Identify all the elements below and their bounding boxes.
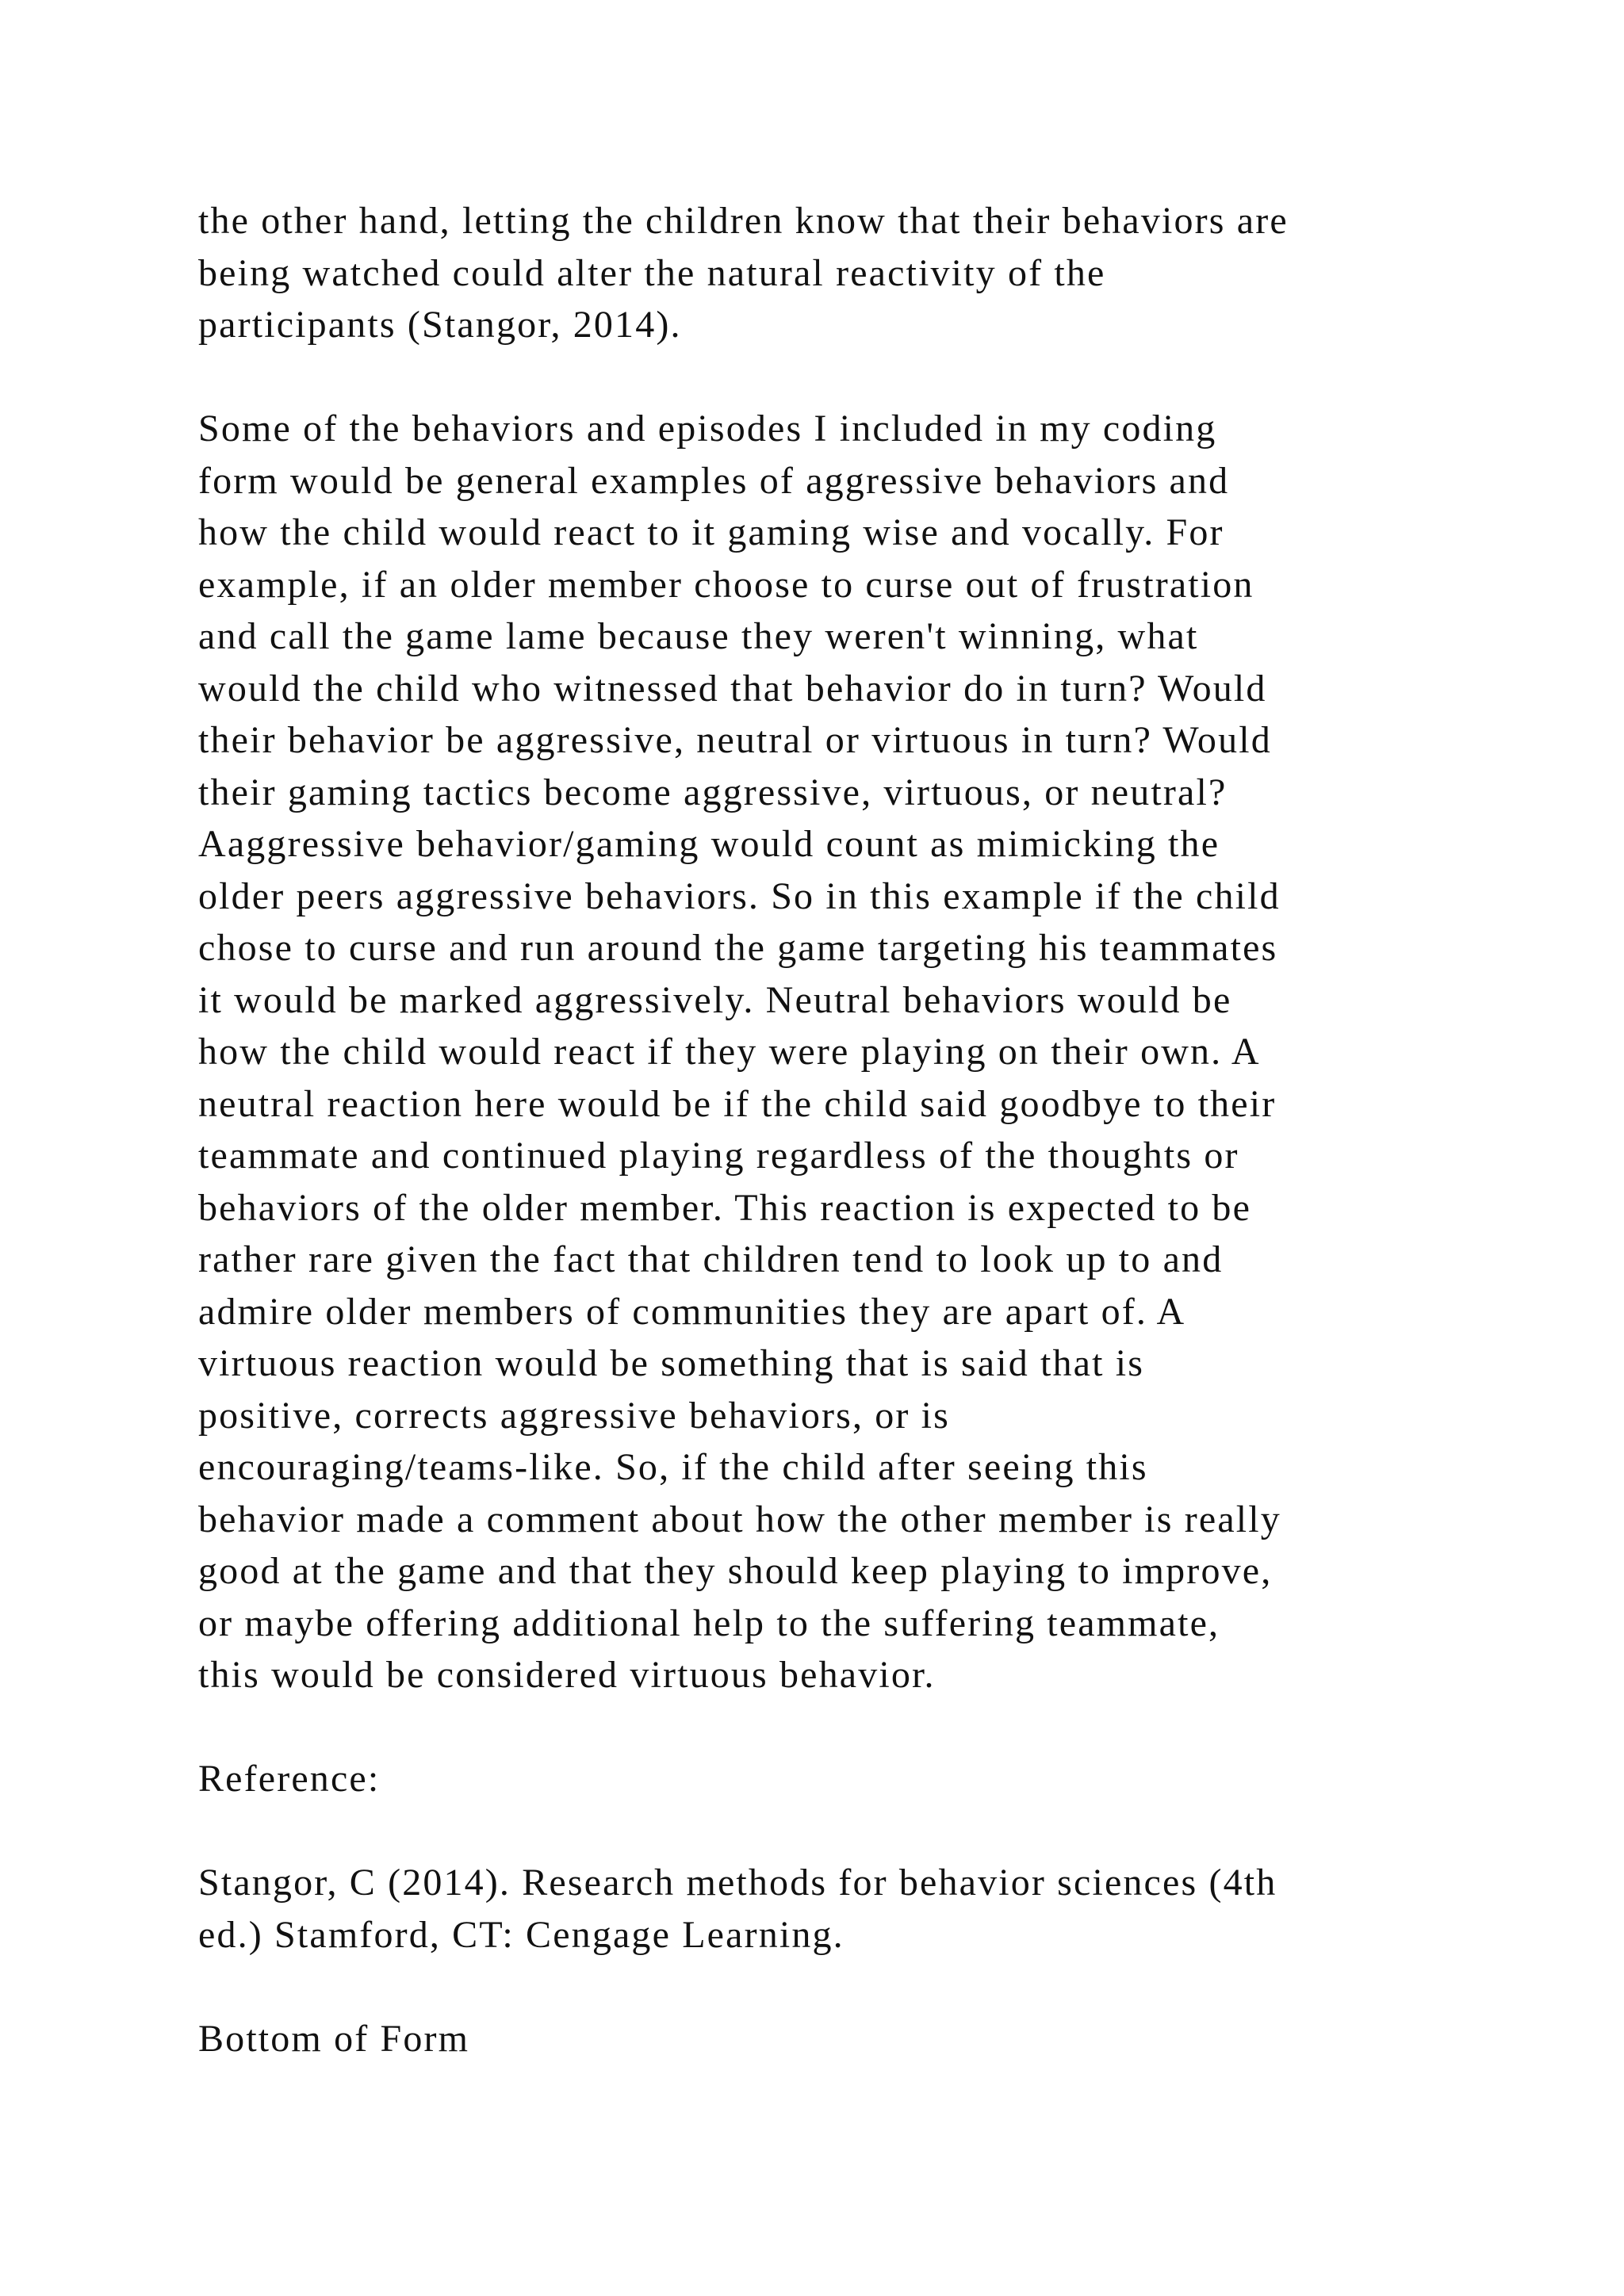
text-line: this would be considered virtuous behavior. [198, 1654, 936, 1696]
bottom-of-form-label: Bottom of Form [198, 2017, 470, 2060]
text-line: neutral reaction here would be if the child said goodbye to their [198, 1082, 1277, 1125]
text-line: Aaggressive behavior/gaming would count as mimicking the [198, 823, 1220, 865]
text-line: being watched could alter the natural reactivity of the [198, 251, 1106, 294]
text-line: participants (Stangor, 2014). [198, 304, 682, 346]
text-line: positive, corrects aggressive behaviors, or is [198, 1394, 950, 1437]
text-line: the other hand, letting the children know that their behaviors are [198, 200, 1289, 242]
text-line: chose to curse and run around the game targeting his teammates [198, 927, 1278, 969]
reference-citation [198, 1857, 1499, 1961]
text-line: example, if an older member choose to curse out of frustration [198, 563, 1254, 606]
text-line: how the child would react to it gaming wise and vocally. For [198, 511, 1224, 553]
text-line: teammate and continued playing regardless of the thoughts or [198, 1135, 1239, 1177]
text-line: behavior made a comment about how the other member is really [198, 1498, 1281, 1540]
document-body [198, 195, 1499, 2064]
reference-section [198, 1753, 1499, 1805]
text-line: encouraging/teams-like. So, if the child after seeing this [198, 1446, 1148, 1488]
text-line: ed.) Stamford, CT: Cengage Learning. [198, 1913, 845, 1956]
text-line: their gaming tactics become aggressive, virtuous, or neutral? [198, 771, 1228, 813]
reference-heading: Reference: [198, 1758, 381, 1800]
paragraph-gap [198, 1805, 1499, 1858]
text-line: would the child who witnessed that behavior do in turn? Would [198, 667, 1267, 710]
text-line: how the child would react if they were playing on their own. A [198, 1031, 1261, 1073]
text-line: behaviors of the older member. This reaction is expected to be [198, 1186, 1252, 1229]
paragraph-gap [198, 351, 1499, 404]
text-line: and call the game lame because they weren't winning, what [198, 615, 1199, 657]
text-line: it would be marked aggressively. Neutral behaviors would be [198, 978, 1232, 1021]
text-line: Some of the behaviors and episodes I included in my coding [198, 408, 1217, 450]
text-line: or maybe offering additional help to the suffering teammate, [198, 1601, 1220, 1644]
paragraph-gap [198, 1701, 1499, 1754]
text-line: older peers aggressive behaviors. So in this example if the child [198, 874, 1281, 917]
form-footer [198, 2013, 1499, 2065]
paragraph-coding-form [198, 403, 1499, 1701]
text-line: admire older members of communities they are apart of. A [198, 1290, 1186, 1333]
text-line: their behavior be aggressive, neutral or virtuous in turn? Would [198, 719, 1272, 761]
text-line: rather rare given the fact that children tend to look up to and [198, 1238, 1224, 1280]
text-line: virtuous reaction would be something that is said that is [198, 1342, 1145, 1384]
text-line: Stangor, C (2014). Research methods for behavior sciences (4th [198, 1862, 1277, 1904]
text-line: form would be general examples of aggressive behaviors and [198, 459, 1230, 502]
text-line: good at the game and that they should keep playing to improve, [198, 1550, 1273, 1592]
paragraph-gap [198, 1961, 1499, 2013]
paragraph-continuation [198, 195, 1499, 351]
